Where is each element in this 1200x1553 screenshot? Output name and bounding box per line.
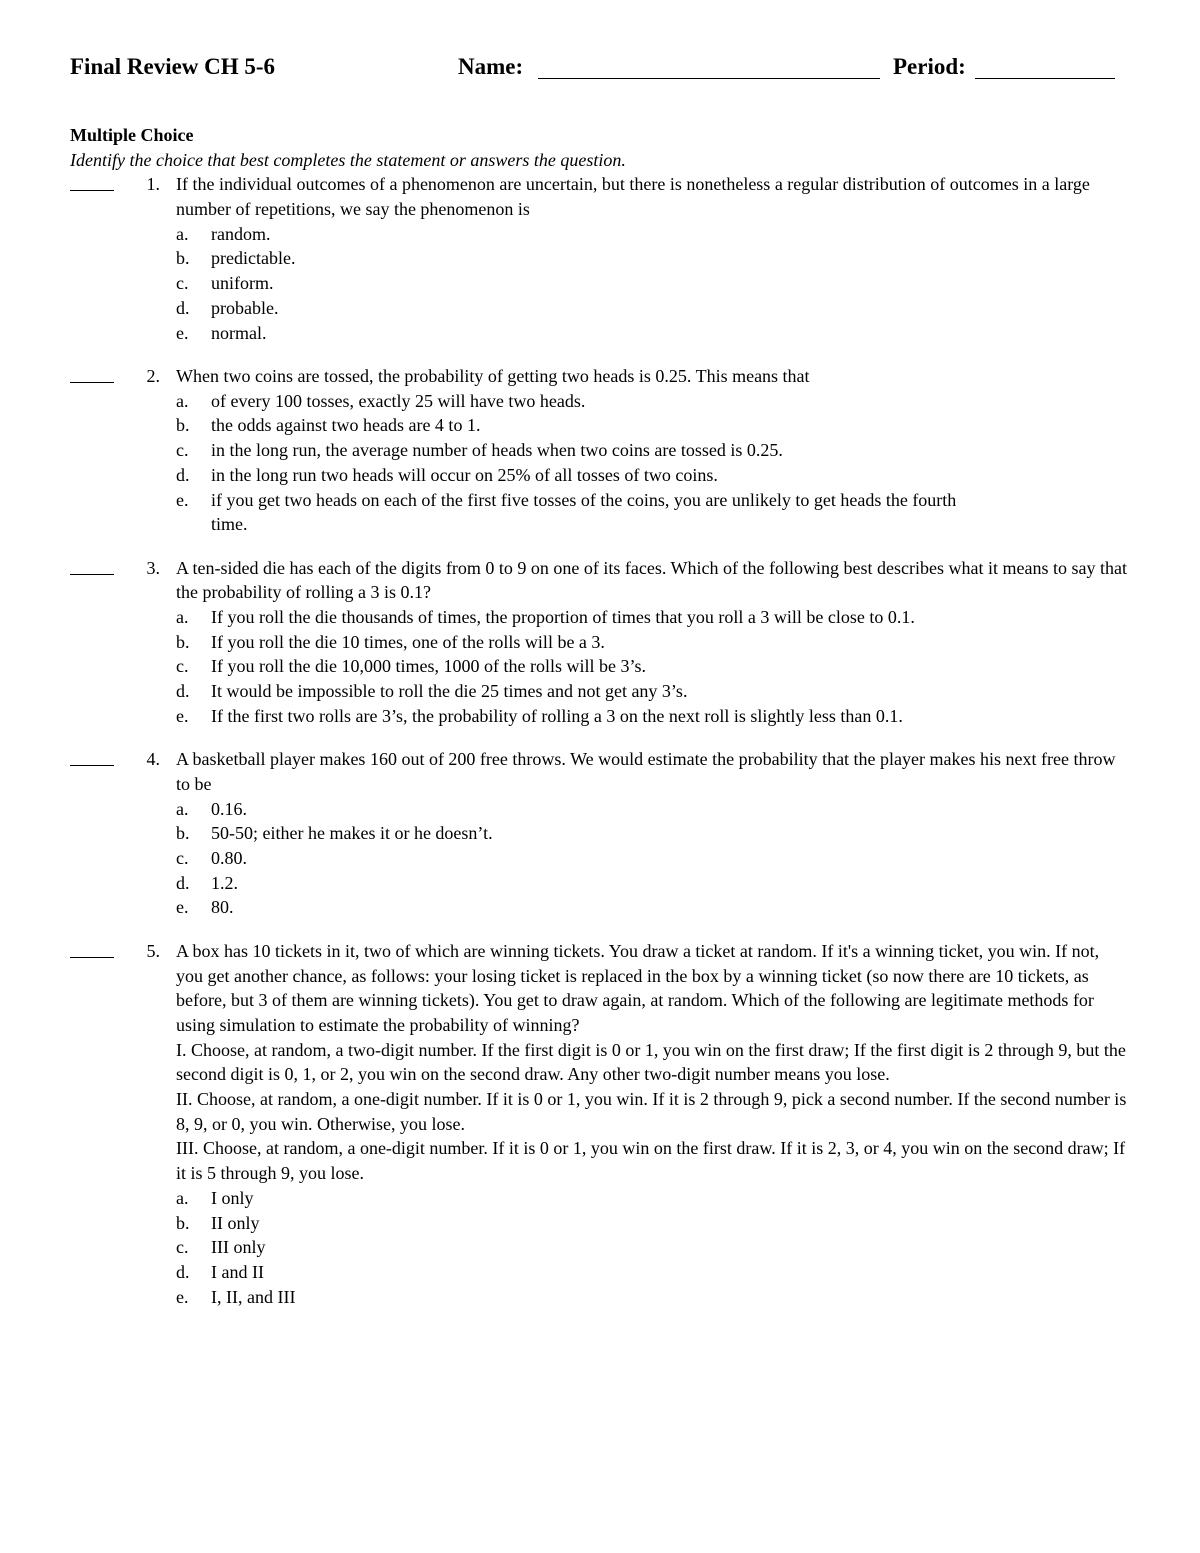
question-stem: If the individual outcomes of a phenomenon are uncertain, but there is nonetheless a regular distribution of outcomes in a large number of repetitions, we say the phenomenon is <box>176 174 1090 220</box>
simulation-method-1: I. Choose, at random, a two-digit number. If the first digit is 0 or 1, you win on the first draw; If the first digit is 2 through 9, but the second digit is 0, 1, or 2, you win on the second draw. Any other two-digit number means you lose. <box>176 1039 1126 1085</box>
option-text: if you get two heads on each of the first five tosses of the coins, you are unlikely to get heads the fourth time. <box>211 489 957 535</box>
option-text: probable. <box>211 297 279 318</box>
option-d <box>176 1260 1130 1285</box>
option-letter: a. <box>176 390 189 411</box>
period-label: Period: <box>893 54 966 79</box>
period-blank-line[interactable] <box>975 78 1115 79</box>
worksheet-content <box>70 123 1130 1328</box>
name-blank-line[interactable] <box>538 78 880 79</box>
option-a <box>176 389 1130 414</box>
option-text: III only <box>211 1237 266 1258</box>
option-e <box>176 321 1130 346</box>
option-text: 80. <box>211 897 234 918</box>
option-text: 0.16. <box>211 798 247 819</box>
option-letter: e. <box>176 705 189 726</box>
option-letter: e. <box>176 322 189 343</box>
answer-blank[interactable] <box>70 957 114 958</box>
option-c <box>176 846 1130 871</box>
question-5 <box>70 939 1130 1310</box>
option-text: predictable. <box>211 248 296 269</box>
answer-blank[interactable] <box>70 190 114 191</box>
answer-blank[interactable] <box>70 765 114 766</box>
option-text: I only <box>211 1187 254 1208</box>
option-a <box>176 222 1130 247</box>
option-letter: b. <box>176 248 190 269</box>
option-b <box>176 630 1130 655</box>
option-letter: b. <box>176 1212 190 1233</box>
question-number: 3. <box>146 557 160 578</box>
option-letter: a. <box>176 798 189 819</box>
option-letter: a. <box>176 607 189 627</box>
option-a <box>176 797 1130 822</box>
option-letter: a. <box>176 223 189 244</box>
question-stem: A ten-sided die has each of the digits from 0 to 9 on one of its faces. Which of the following best describes what it means to say that the probability of rolling a 3 is 0.1? <box>176 557 1127 603</box>
option-text: 1.2. <box>211 872 238 893</box>
section-instructions: Identify the choice that best completes the statement or answers the question. <box>70 149 626 170</box>
option-text: in the long run two heads will occur on 25% of all tosses of two coins. <box>211 464 718 485</box>
option-text: If you roll the die 10 times, one of the rolls will be a 3. <box>211 631 605 652</box>
option-text: 0.80. <box>211 848 247 869</box>
option-c <box>176 438 1130 463</box>
option-letter: c. <box>176 656 189 677</box>
question-number: 4. <box>146 749 160 770</box>
option-e <box>176 895 1130 920</box>
option-letter: e. <box>176 897 189 918</box>
option-a <box>176 605 1001 630</box>
option-letter: b. <box>176 631 190 652</box>
option-b <box>176 246 1130 271</box>
option-d <box>176 871 1130 896</box>
option-e <box>176 1285 1130 1310</box>
option-c <box>176 654 1130 679</box>
option-b <box>176 413 1130 438</box>
name-label: Name: <box>458 54 524 79</box>
option-e <box>176 488 961 537</box>
option-text: It would be impossible to roll the die 25 times and not get any 3’s. <box>211 681 688 702</box>
simulation-method-2: II. Choose, at random, a one-digit number. If it is 0 or 1, you win. If it is 2 through 9, pick a second number. If the second number is 8, 9, or 0, you win. Otherwise, you lose. <box>176 1089 1127 1134</box>
option-letter: a. <box>176 1187 189 1208</box>
section-title: Multiple Choice <box>70 125 194 145</box>
option-letter: e. <box>176 1286 189 1307</box>
option-text: If you roll the die 10,000 times, 1000 of the rolls will be 3’s. <box>211 656 646 677</box>
option-b <box>176 1211 1130 1236</box>
option-letter: d. <box>176 1261 190 1282</box>
option-letter: c. <box>176 440 189 461</box>
option-text: II only <box>211 1212 260 1233</box>
option-d <box>176 463 1130 488</box>
option-text: uniform. <box>211 273 274 294</box>
option-text: of every 100 tosses, exactly 25 will have two heads. <box>211 390 586 411</box>
simulation-method-3: III. Choose, at random, a one-digit number. If it is 0 or 1, you win on the first draw. If it is 2, 3, or 4, you win on the second draw; If it is 5 through 9, you lose. <box>176 1138 1126 1184</box>
option-letter: e. <box>176 489 189 510</box>
option-text: random. <box>211 223 271 244</box>
question-3 <box>70 556 1130 729</box>
option-letter: d. <box>176 464 190 485</box>
answer-options <box>176 389 1130 537</box>
question-number: 2. <box>146 365 160 386</box>
question-stem: A basketball player makes 160 out of 200 free throws. We would estimate the probability that the player makes his next free throw to be <box>176 749 1116 794</box>
option-text: If you roll the die thousands of times, the proportion of times that you roll a 3 will be close to 0.1. <box>211 607 915 627</box>
option-text: normal. <box>211 322 267 343</box>
answer-blank[interactable] <box>70 382 114 383</box>
option-text: I, II, and III <box>211 1286 296 1307</box>
option-letter: c. <box>176 1237 189 1258</box>
option-letter: d. <box>176 297 190 318</box>
answer-options <box>176 605 1130 729</box>
option-letter: d. <box>176 872 190 893</box>
question-number: 1. <box>146 174 160 195</box>
answer-options <box>176 1186 1130 1310</box>
question-2 <box>70 364 1130 537</box>
option-text: If the first two rolls are 3’s, the probability of rolling a 3 on the next roll is slightly less than 0.1. <box>211 705 903 726</box>
option-b <box>176 821 1130 846</box>
option-letter: c. <box>176 273 189 294</box>
question-4 <box>70 747 1130 920</box>
option-letter: c. <box>176 848 189 869</box>
question-stem: When two coins are tossed, the probability of getting two heads is 0.25. This means that <box>176 365 810 386</box>
worksheet-title: Final Review CH 5-6 <box>70 54 276 79</box>
option-letter: b. <box>176 415 190 436</box>
answer-options <box>176 222 1130 346</box>
option-c <box>176 271 1130 296</box>
question-number: 5. <box>146 940 160 961</box>
answer-blank[interactable] <box>70 574 114 575</box>
option-d <box>176 296 1130 321</box>
option-c <box>176 1235 1130 1260</box>
option-a <box>176 1186 1130 1211</box>
option-e <box>176 704 961 729</box>
option-letter: d. <box>176 681 190 702</box>
option-text: 50-50; either he makes it or he doesn’t. <box>211 823 493 844</box>
question-1 <box>70 172 1130 345</box>
option-text: in the long run, the average number of heads when two coins are tossed is 0.25. <box>211 440 783 461</box>
option-letter: b. <box>176 823 190 844</box>
answer-options <box>176 797 1130 921</box>
question-stem: A box has 10 tickets in it, two of which are winning tickets. You draw a ticket at random. If it's a winning ticket, you win. If not, you get another chance, as follows: your losing ticket is replaced in the box by a winning ticket (so now there are 10 tickets, as before, but 3 of them are winning tickets). You get to draw again, at random. Which of the following are legitimate methods for using simulation to estimate the probability of winning? <box>176 940 1100 1035</box>
option-d <box>176 679 1130 704</box>
option-text: the odds against two heads are 4 to 1. <box>211 415 481 436</box>
option-text: I and II <box>211 1261 264 1282</box>
